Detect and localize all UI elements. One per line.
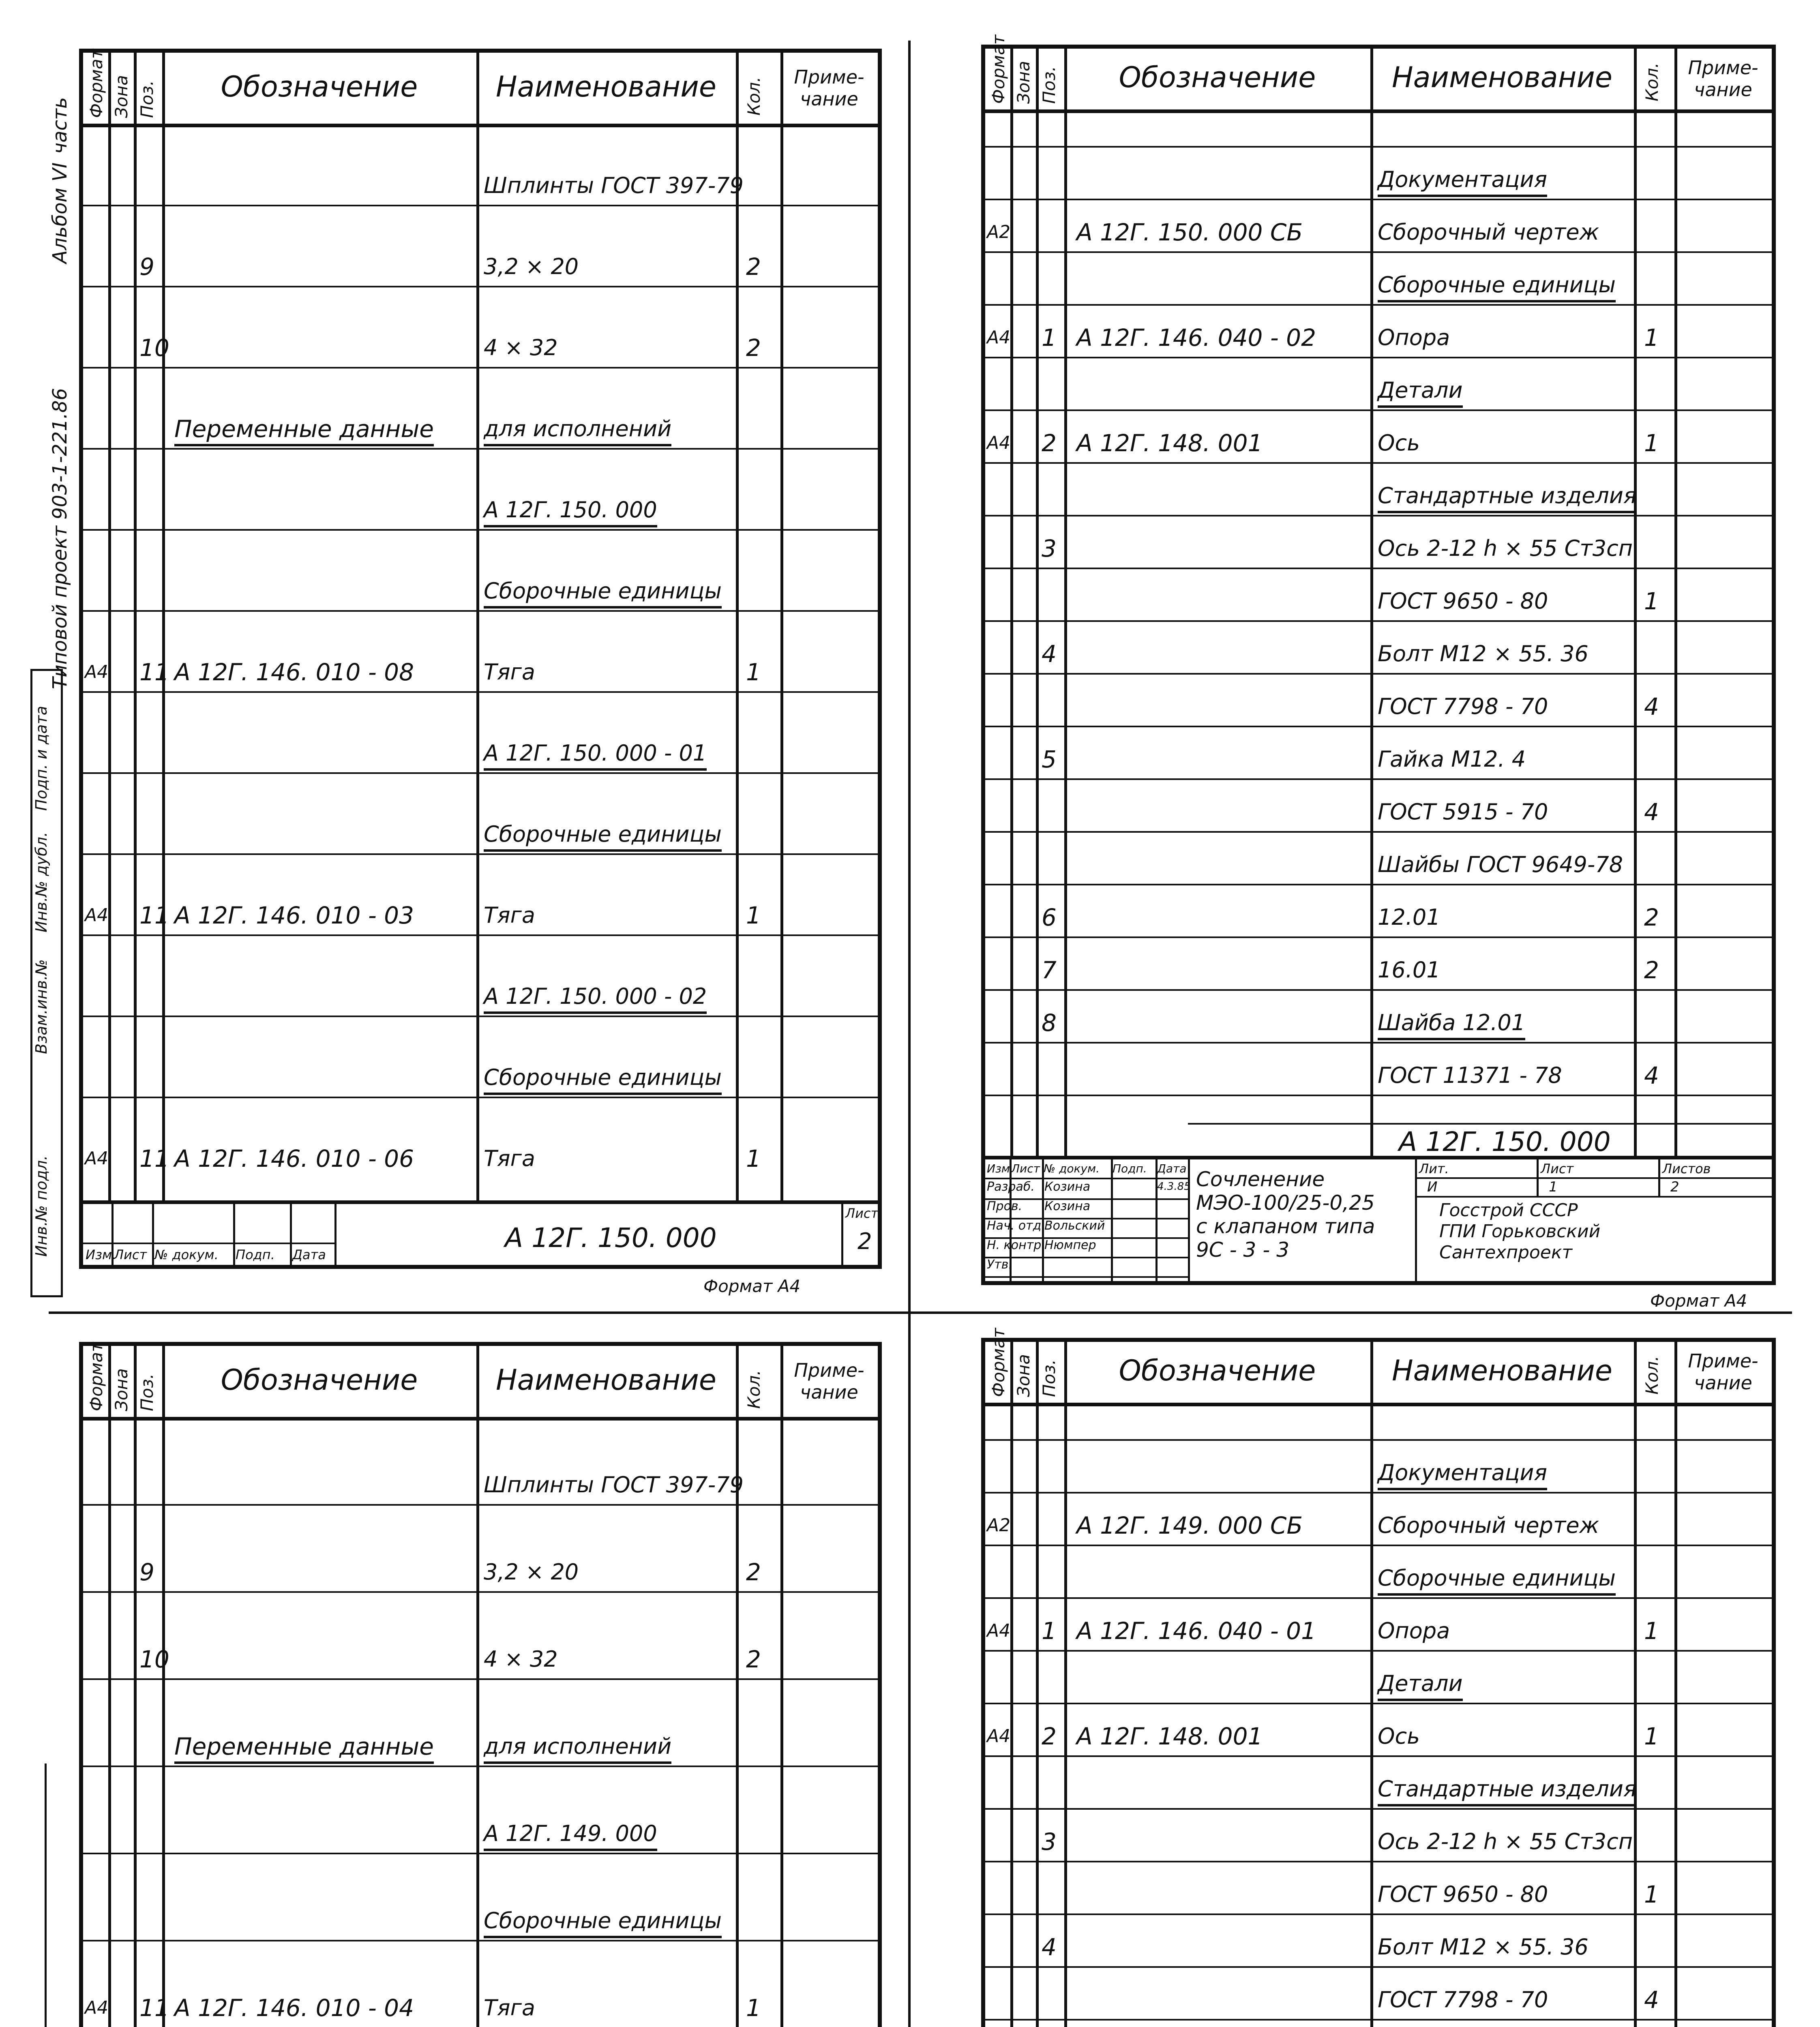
column-line [1010,1342,1013,2027]
row-name: Сборочные единицы [484,577,722,609]
row-name: Документация [1378,165,1547,197]
row-designation: Переменные данные [174,1732,434,1764]
row-name: А 12Г. 150. 000 - 01 [484,739,707,771]
row-qty: 2 [746,1646,761,1673]
row-rule [985,357,1772,358]
row-pos: 9 [139,253,154,281]
row-pos: 2 [1042,429,1057,457]
row-rule [83,853,878,855]
row-rule [83,1016,878,1017]
tb-role: Утв. [987,1258,1012,1272]
row-rule [83,205,878,206]
tb-code: А 12Г. 150. 000 [1399,1126,1611,1157]
row-pos: 1 [1042,324,1057,351]
row-rule [83,1097,878,1098]
tb-line [1415,1196,1772,1198]
footer-col-line [233,1204,235,1265]
row-rule [985,199,1772,200]
row-designation: А 12Г. 146. 040 - 02 [1076,324,1316,351]
header-designation: Обозначение [1119,61,1316,94]
header-zone: Зона [111,75,131,118]
row-name: ГОСТ 9650 - 80 [1378,1881,1548,1907]
row-designation: А 12Г. 150. 000 СБ [1076,219,1303,246]
row-qty: 1 [1644,587,1659,615]
row-rule [83,772,878,774]
tb-person: Нюмпер [1044,1238,1096,1252]
row-rule [985,1095,1772,1096]
row-name: ГОСТ 9650 - 80 [1378,588,1548,614]
column-line [476,1346,479,2027]
column-line [736,1346,739,2027]
tb-title-line: 9С - 3 - 3 [1196,1238,1290,1262]
row-rule [985,462,1772,464]
footer-sheet-line [841,1204,843,1265]
row-format: А4 [85,1997,109,2018]
header-designation: Обозначение [221,1363,418,1397]
footer-col-line [152,1204,154,1265]
row-pos: 10 [139,1646,169,1673]
row-rule [985,304,1772,306]
column-line [134,53,137,1204]
tb-format: Формат А4 [1650,1291,1747,1311]
row-rule [83,934,878,936]
row-rule [985,1913,1772,1915]
header-pos: Поз. [137,80,157,118]
row-rule [83,1417,878,1418]
row-rule [83,1766,878,1767]
row-rule [985,568,1772,569]
row-qty: 2 [746,253,761,281]
row-rule [83,367,878,369]
row-rule [83,1504,878,1506]
row-rule [985,673,1772,675]
row-name: Шплинты ГОСТ 397-79 [484,173,744,198]
row-rule [985,1755,1772,1757]
row-format: А4 [987,327,1011,348]
header-pos: Поз. [1039,66,1059,104]
row-qty: 4 [1644,1986,1659,2014]
row-rule [83,448,878,450]
row-qty: 2 [746,334,761,362]
footer-col-4: Дата [292,1247,326,1262]
column-line [1674,49,1677,1159]
row-name: Сборочные единицы [484,1907,722,1938]
tb-line [985,1276,1188,1278]
column-line [162,1346,165,2027]
row-pos: 9 [139,1558,154,1586]
row-name: ГОСТ 5915 - 70 [1378,799,1548,825]
row-name: 4 × 32 [484,335,558,360]
tb-label-lit: Лит. [1419,1161,1449,1176]
tb-code-line [1188,1123,1772,1125]
row-name: А 12Г. 150. 000 - 02 [484,982,707,1014]
column-line [108,1346,111,2027]
row-qty: 4 [1644,693,1659,720]
row-name: Сборочные единицы [484,820,722,852]
margin-album: Альбом VI [49,162,71,264]
row-pos: 3 [1042,535,1057,562]
header-name: Наименование [1392,1354,1612,1387]
row-name: 12.01 [1378,904,1441,930]
row-rule [83,691,878,693]
row-rule [985,1492,1772,1493]
row-name: Тяга [484,1146,535,1171]
row-name: Сборочные единицы [484,1063,722,1095]
row-name: Ось 2-12 h × 55 Ст3сп [1378,536,1633,561]
row-name: ГОСТ 7798 - 70 [1378,1987,1548,2012]
row-rule [83,1591,878,1593]
header-zone: Зона [1014,61,1033,104]
row-designation: А 12Г. 146. 010 - 03 [174,902,414,929]
column-line [1064,49,1067,1159]
row-pos: 4 [1042,1933,1057,1961]
column-line [134,1346,137,2027]
row-rule [985,251,1772,253]
row-pos: 11 [139,1994,169,2022]
row-rule [985,515,1772,516]
row-pos: 3 [1042,1828,1057,1856]
column-line [1634,49,1637,1159]
row-name: Стандартные изделия [1378,1775,1637,1806]
tb-label-sheets: Листов [1662,1161,1711,1176]
row-name: А 12Г. 150. 000 [484,496,657,527]
tb-title-line: Сочленение [1196,1168,1325,1191]
row-name: Ось 2-12 h × 55 Ст3сп [1378,1829,1633,1854]
tb-col-3: Подп. [1113,1162,1147,1175]
tb-col-2: № докум. [1044,1162,1100,1175]
margin-sign-date: Подп. и дата [32,706,50,811]
row-qty: 1 [1644,1617,1659,1645]
row-qty: 1 [1644,429,1659,457]
tb-role: Н. контр. [987,1238,1045,1252]
row-rule [83,1678,878,1680]
row-format: А4 [85,662,109,682]
tb-role: Пров. [987,1199,1023,1213]
header-format: Формат [988,34,1008,104]
row-rule [985,146,1772,148]
row-name: Тяга [484,902,535,928]
tb-role: Разраб. [987,1180,1035,1194]
row-name: Документация [1378,1459,1547,1490]
row-name: Сборочный чертеж [1378,219,1599,245]
row-qty: 2 [1644,956,1659,984]
row-designation: А 12Г. 148. 001 [1076,1723,1263,1750]
row-name: Сборочные единицы [1378,1564,1616,1596]
row-name: Тяга [484,659,535,685]
header-separator [985,1403,1772,1406]
header-note: Приме-чание [1688,1350,1758,1394]
row-qty: 4 [1644,798,1659,826]
header-qty: Кол. [744,77,764,116]
header-pos: Поз. [137,1373,157,1411]
row-name: Гайка М12. 4 [1378,746,1526,772]
header-designation: Обозначение [1119,1354,1316,1387]
column-line [1674,1342,1677,2027]
column-line [1010,49,1013,1159]
tb-col-line [1188,1159,1190,1281]
row-pos: 1 [1042,1617,1057,1645]
tb-title-line: МЭО-100/25-0,25 [1196,1191,1375,1215]
row-rule [83,610,878,612]
tb-role: Нач. отд. [987,1219,1045,1233]
footer-col-line [290,1204,292,1265]
row-pos: 4 [1042,640,1057,668]
footer-mid-line [83,1243,334,1244]
row-rule [985,936,1772,938]
row-rule [985,1650,1772,1652]
row-rule [985,1703,1772,1704]
header-separator [985,109,1772,113]
row-rule [985,884,1772,885]
row-name: Опора [1378,1618,1450,1643]
footer-col-1: Лист [114,1247,147,1262]
header-pos: Поз. [1039,1359,1059,1397]
tb-line [985,1257,1188,1258]
row-name: Сборочные единицы [1378,271,1616,302]
tb-org: Сантехпроект [1439,1242,1573,1263]
tb-person: Козина [1044,1180,1091,1194]
tb-line [985,1178,1188,1179]
footer-col-3: Подп. [236,1247,275,1262]
column-line [1036,1342,1039,2027]
row-rule [83,286,878,287]
header-format: Формат [86,1342,106,1411]
row-pos: 8 [1042,1009,1057,1037]
spec-sheet-bottom-right [981,1328,1776,2027]
row-name: Детали [1378,376,1463,408]
sheet-footer [83,1200,878,1265]
row-rule [83,1853,878,1854]
row-name: ГОСТ 7798 - 70 [1378,694,1548,719]
row-pos: 6 [1042,904,1057,931]
row-qty: 1 [746,902,761,929]
row-name: Болт М12 × 55. 36 [1378,641,1588,666]
row-name: 3,2 × 20 [484,254,579,279]
row-pos: 10 [139,334,169,362]
row-rule [985,1808,1772,1810]
row-qty: 1 [746,1145,761,1172]
column-line [780,53,783,1204]
spec-sheet-top-left [79,49,882,1296]
margin-project: Типовой проект 903-1-221.86 [49,388,71,689]
row-name: А 12Г. 149. 000 [484,1819,657,1851]
header-qty: Кол. [1642,62,1662,101]
row-name: Шплинты ГОСТ 397-79 [484,1472,744,1498]
header-name: Наименование [496,1363,716,1397]
row-qty: 1 [1644,324,1659,351]
tb-date: 4.3.85 [1157,1181,1191,1193]
row-qty: 2 [1644,904,1659,931]
row-format: А2 [987,1515,1011,1536]
row-name: Шайбы ГОСТ 9649-78 [1378,852,1623,877]
column-line [1634,1342,1637,2027]
tb-col-1: Лист [1011,1162,1040,1175]
footer-col-0: Изм. [86,1247,116,1262]
tb-col-0: Изм. [987,1162,1014,1175]
row-pos: 5 [1042,746,1057,773]
tb-org: Госстрой СССР [1439,1200,1578,1221]
row-pos: 11 [139,902,169,929]
page-divider-vertical [908,41,911,2027]
footer-col-2: № докум. [154,1247,219,1262]
column-line [162,53,165,1204]
column-line [1064,1342,1067,2027]
title-block [985,1126,1772,1281]
header-zone: Зона [1014,1354,1033,1397]
row-designation: А 12Г. 146. 010 - 06 [174,1145,414,1172]
row-name: Ось [1378,1723,1420,1749]
row-rule [83,124,878,125]
row-format: А4 [85,905,109,926]
header-name: Наименование [1392,61,1612,94]
margin-part: часть [49,97,71,154]
header-note: Приме-чание [794,1359,864,1403]
row-pos: 7 [1042,956,1057,984]
tb-title-line: с клапаном типа [1196,1215,1375,1238]
margin-stamp-box-lower [45,1763,63,2027]
margin-inv-orig: Взам.инв.№ [32,959,50,1054]
row-rule [985,409,1772,411]
row-rule [985,726,1772,727]
row-name: Шайба 12.01 [1378,1009,1525,1040]
tb-line [1415,1177,1772,1179]
row-designation: А 12Г. 148. 001 [1076,429,1263,457]
column-line [736,53,739,1204]
footer-format: Формат А4 [703,1276,801,1296]
column-line [476,53,479,1204]
row-designation: А 12Г. 146. 010 - 04 [174,1994,414,2022]
row-rule [985,1439,1772,1441]
column-line [1036,49,1039,1159]
tb-value-lit: И [1427,1179,1438,1195]
header-qty: Кол. [744,1370,764,1409]
column-line [1370,49,1373,1159]
tb-person: Вольский [1044,1219,1105,1233]
row-qty: 1 [746,1994,761,2022]
row-name: Ось [1378,430,1420,456]
row-name: для исполнений [484,1732,671,1764]
footer-sheet-no: 2 [857,1228,872,1255]
row-format: А2 [987,222,1011,242]
row-name: Болт М12 × 55. 36 [1378,1934,1588,1960]
row-qty: 1 [1644,1881,1659,1908]
header-format: Формат [86,49,106,118]
row-name: 3,2 × 20 [484,1559,579,1585]
page-divider-horizontal [49,1311,1792,1314]
tb-value-sheet: 1 [1549,1179,1558,1195]
row-designation: А 12Г. 146. 040 - 01 [1076,1617,1316,1645]
row-designation: А 12Г. 149. 000 СБ [1076,1512,1303,1539]
row-name: 4 × 32 [484,1646,558,1672]
row-rule [83,529,878,531]
row-qty: 4 [1644,1062,1659,1089]
row-name: Детали [1378,1669,1463,1701]
row-format: А4 [987,1620,1011,1641]
footer-code: А 12Г. 150. 000 [505,1222,717,1253]
row-name: Сборочный чертеж [1378,1513,1599,1538]
row-format: А4 [987,1726,1011,1746]
row-format: А4 [987,433,1011,453]
header-designation: Обозначение [221,70,418,103]
row-name: Тяга [484,1995,535,2021]
row-qty: 1 [746,658,761,686]
margin-inv-dup: Инв.№ дубл. [32,832,50,932]
column-line [108,53,111,1204]
column-line [780,1346,783,2027]
row-rule [985,831,1772,833]
tb-org: ГПИ Горьковский [1439,1221,1601,1242]
row-name: для исполнений [484,415,671,446]
column-line [1370,1342,1373,2027]
header-qty: Кол. [1642,1356,1662,1395]
row-rule [985,1545,1772,1546]
spec-sheet-bottom-left [79,1342,882,2027]
row-pos: 11 [139,658,169,686]
row-name: Стандартные изделия [1378,482,1637,513]
header-note: Приме-чание [1688,57,1758,101]
tb-col-4: Дата [1157,1162,1187,1175]
header-zone: Зона [111,1368,131,1411]
row-pos: 11 [139,1145,169,1172]
footer-sheet-label: Лист [845,1206,879,1221]
tb-label-sheet: Лист [1541,1161,1574,1176]
row-pos: 2 [1042,1723,1057,1750]
footer-col-line [111,1204,114,1265]
spec-sheet-top-right [981,34,1776,1311]
row-rule [985,1042,1772,1043]
footer-col-line [334,1204,337,1265]
row-qty: 2 [746,1558,761,1586]
tb-value-sheets: 2 [1670,1179,1679,1195]
row-rule [985,620,1772,622]
header-format: Формат [988,1328,1008,1397]
row-rule [985,1966,1772,1968]
row-format: А4 [85,1148,109,1169]
row-rule [83,1940,878,1941]
row-rule [985,1597,1772,1599]
row-rule [985,778,1772,780]
row-name: 16.01 [1378,957,1441,983]
row-rule [985,1861,1772,1862]
row-designation: А 12Г. 146. 010 - 08 [174,658,414,686]
row-designation: Переменные данные [174,415,434,446]
row-rule [985,2019,1772,2021]
row-name: Опора [1378,325,1450,350]
row-qty: 1 [1644,1723,1659,1750]
row-rule [985,989,1772,991]
tb-person: Козина [1044,1199,1091,1213]
header-name: Наименование [496,70,716,103]
margin-inv-podl: Инв.№ подл. [32,1155,50,1257]
header-note: Приме-чание [794,66,864,110]
row-name: ГОСТ 11371 - 78 [1378,1063,1562,1088]
